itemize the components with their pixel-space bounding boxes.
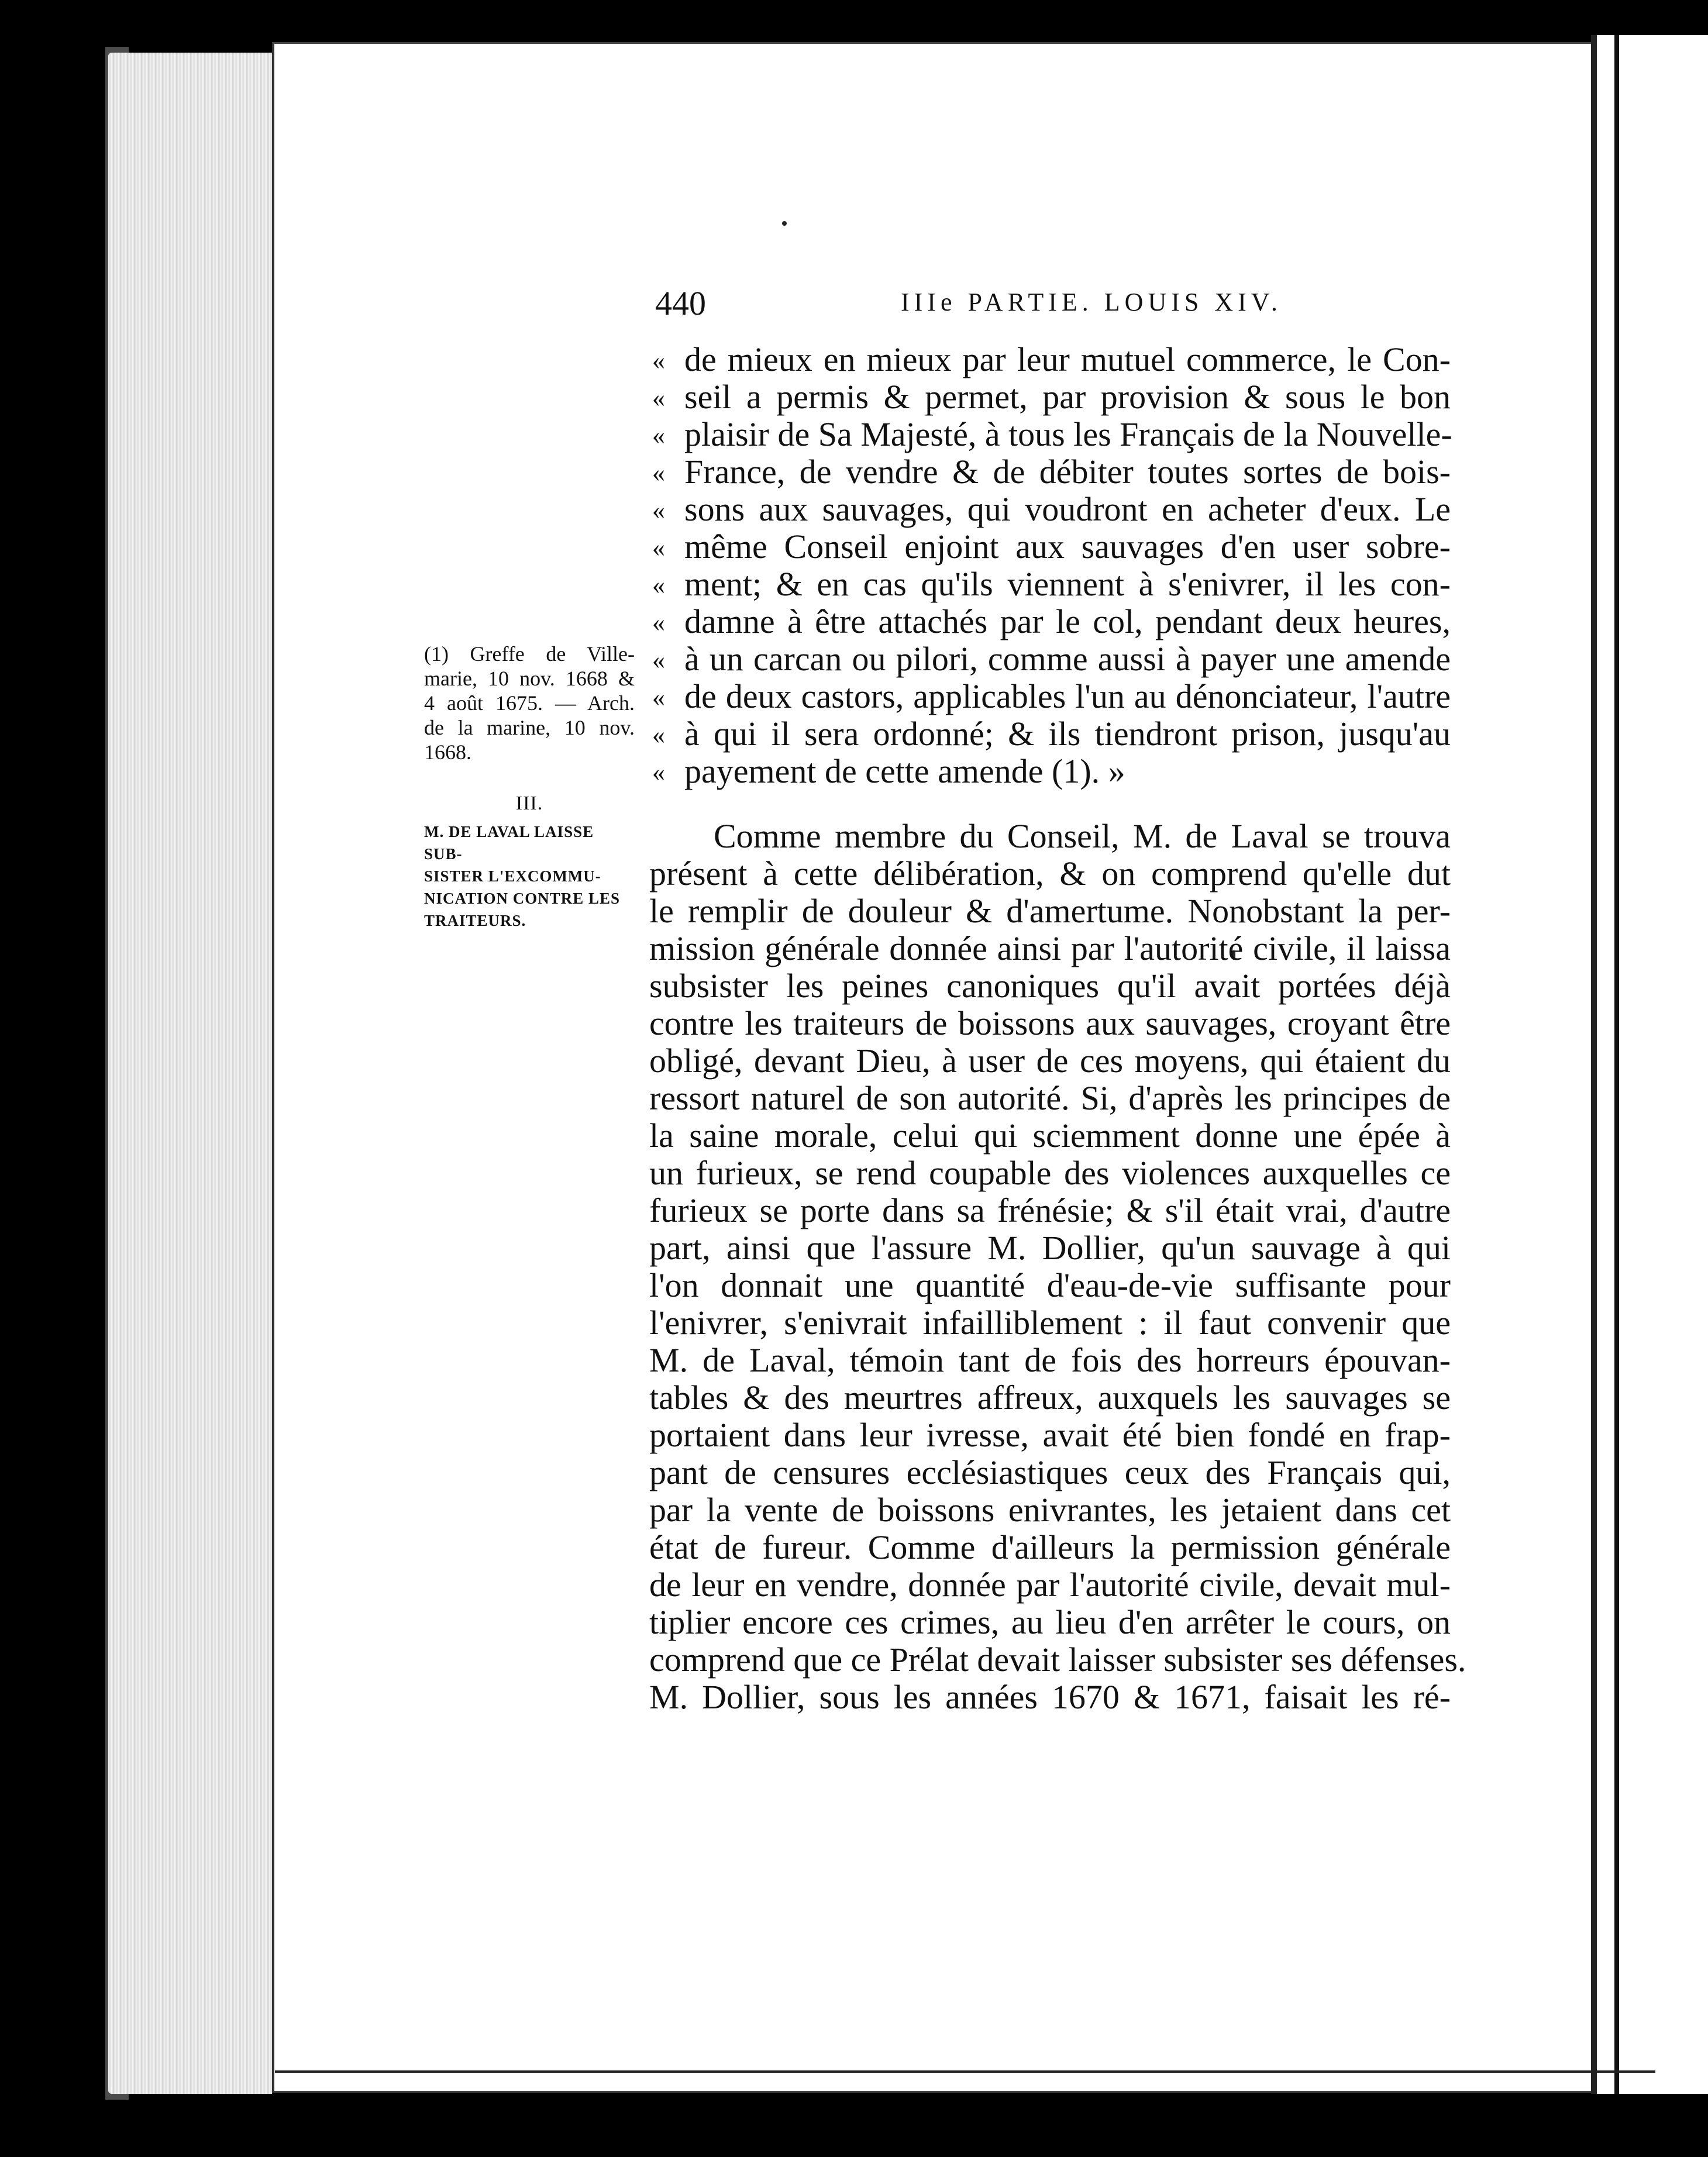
quote-mark: « — [652, 421, 665, 450]
side-heading-line: SISTER L'EXCOMMU- — [424, 867, 601, 885]
text-line: M. Dollier, sous les années 1670 & 1671, faisait les ré- — [649, 1678, 1451, 1716]
side-heading-line: NICATION CONTRE LES — [424, 890, 621, 907]
quote-mark: « — [652, 608, 665, 637]
quoted-line: seil a permis & permet, par provision & sous le bon — [684, 378, 1451, 416]
quoted-line: payement de cette amende (1). » — [684, 752, 1125, 790]
text-line: obligé, devant Dieu, à user de ces moyens, qui étaient du — [649, 1042, 1451, 1080]
text-line: l'on donnait une quantité d'eau-de-vie suffisante pour — [649, 1266, 1451, 1304]
text-line: tiplier encore ces crimes, au lieu d'en arrêter le cours, on — [649, 1603, 1451, 1641]
quote-mark: « — [652, 384, 665, 412]
side-heading — [424, 792, 635, 932]
quoted-line: à qui il sera ordonné; & ils tiendront prison, jusqu'au — [684, 715, 1451, 753]
scan-speck — [782, 221, 787, 226]
footnote-line: 4 août 1675. — Arch. — [424, 691, 635, 715]
page-edges — [108, 53, 272, 2094]
quoted-line: sons aux sauvages, qui voudront en acheter d'eux. Le — [684, 490, 1451, 528]
quoted-decree — [684, 341, 1451, 790]
text-line: Comme membre du Conseil, M. de Laval se trouva — [714, 817, 1451, 855]
text-line: subsister les peines canoniques qu'il avait portées déjà — [649, 967, 1451, 1005]
text-line: portaient dans leur ivresse, avait été bien fondé en frap- — [649, 1416, 1451, 1454]
quoted-line: ment; & en cas qu'ils viennent à s'enivrer, il les con- — [684, 565, 1451, 603]
text-line: pant de censures ecclésiastiques ceux des Français qui, — [649, 1453, 1451, 1491]
page-bottom-border — [275, 2070, 1655, 2073]
running-title: IIIe PARTIE. LOUIS XIV. — [901, 288, 1282, 316]
text-line: part, ainsi que l'assure M. Dollier, qu'un sauvage à qui — [649, 1229, 1451, 1267]
quote-mark: « — [652, 459, 665, 487]
footnote-line: de la marine, 10 nov. — [424, 716, 635, 739]
text-line: comprend que ce Prélat devait laisser subsister ses défenses. — [649, 1641, 1466, 1679]
side-heading-line: TRAITEURS. — [424, 912, 526, 929]
quoted-line: damne à être attachés par le col, pendant deux heures, — [684, 602, 1451, 640]
text-line: tables & des meurtres affreux, auxquels les sauvages se — [649, 1379, 1451, 1417]
main-paragraph — [649, 817, 1466, 1716]
running-header — [655, 284, 1282, 325]
quote-mark: « — [652, 683, 665, 712]
side-heading-numeral: III. — [515, 792, 543, 814]
footnote-line: (1) Greffe de Ville- — [424, 642, 635, 666]
quote-mark: « — [652, 646, 665, 674]
quoted-line: France, de vendre & de débiter toutes sortes de bois- — [684, 453, 1451, 491]
quote-mark: « — [652, 721, 665, 749]
text-line: M. de Laval, témoin tant de fois des horreurs épouvan- — [649, 1341, 1451, 1379]
quoted-line: à un carcan ou pilori, comme aussi à payer une amende — [684, 640, 1451, 678]
quoted-line: même Conseil enjoint aux sauvages d'en user sobre- — [684, 528, 1451, 566]
quoted-line: de deux castors, applicables l'un au dénonciateur, l'autre — [684, 677, 1451, 715]
text-line: le remplir de douleur & d'amertume. Nonobstant la per- — [649, 892, 1451, 930]
quote-marks-column — [652, 342, 676, 791]
facing-page-edge — [1591, 35, 1708, 2094]
footnote — [424, 642, 635, 764]
quoted-line: de mieux en mieux par leur mutuel commerce, le Con- — [684, 340, 1451, 378]
quoted-line: plaisir de Sa Majesté, à tous les Français de la Nouvelle- — [684, 415, 1452, 453]
text-line: un furieux, se rend coupable des violences auxquelles ce — [649, 1154, 1451, 1192]
footnote-line: marie, 10 nov. 1668 & — [424, 667, 635, 690]
text-line: de leur en vendre, donnée par l'autorité civile, devait mul- — [649, 1566, 1451, 1604]
text-line: mission générale donnée ainsi par l'autorité civile, il laissa — [649, 929, 1451, 967]
text-line: ressort naturel de son autorité. Si, d'après les principes de — [649, 1079, 1451, 1117]
text-line: présent à cette délibération, & on comprend qu'elle dut — [649, 854, 1451, 893]
text-line: contre les traiteurs de boissons aux sauvages, croyant être — [649, 1004, 1451, 1042]
text-line: furieux se porte dans sa frénésie; & s'il était vrai, d'autre — [649, 1191, 1451, 1229]
text-line: état de fureur. Comme d'ailleurs la permission générale — [649, 1528, 1451, 1566]
text-line: l'enivrer, s'enivrait infailliblement : il faut convenir que — [649, 1304, 1451, 1342]
quote-mark: « — [652, 533, 665, 562]
quote-mark: « — [652, 758, 665, 787]
page-number: 440 — [655, 284, 706, 322]
quote-mark: « — [652, 346, 665, 375]
footnote-line: 1668. — [424, 740, 471, 764]
quote-mark: « — [652, 496, 665, 525]
text-line: la saine morale, celui qui sciemment donne une épée à — [649, 1117, 1451, 1155]
text-line: par la vente de boissons enivrantes, les jetaient dans cet — [649, 1491, 1451, 1529]
side-heading-line: M. DE LAVAL LAISSE SUB- — [424, 823, 594, 863]
quote-mark: « — [652, 571, 665, 599]
